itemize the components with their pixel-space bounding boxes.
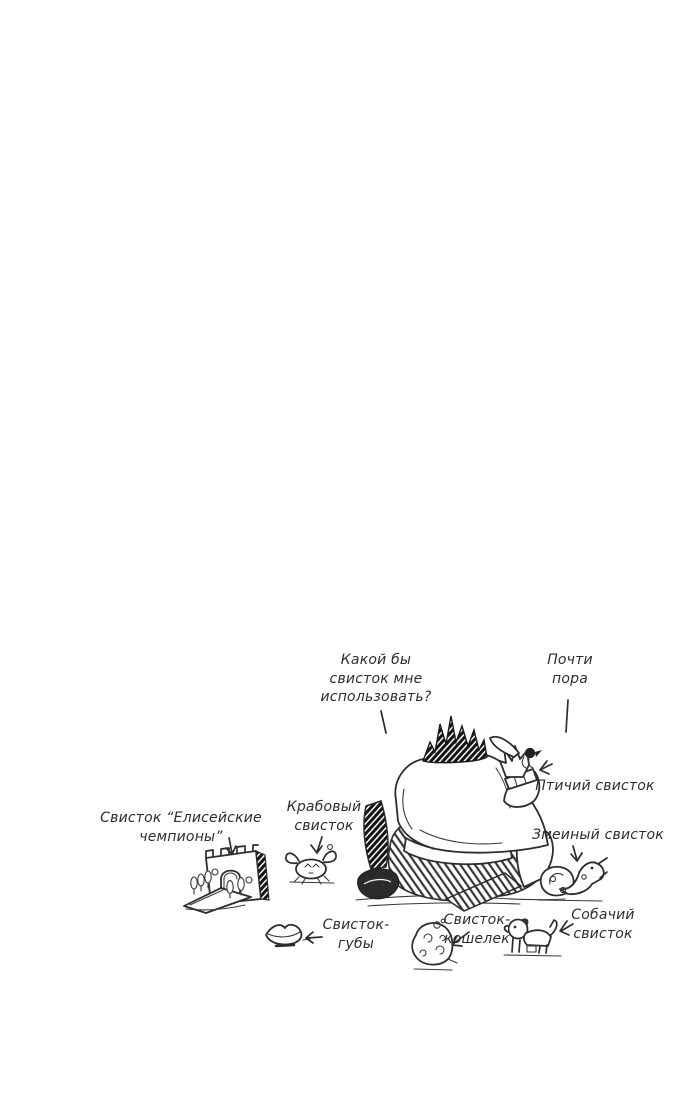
label-question — [321, 651, 432, 707]
label-line: Свисток “Елисейские — [100, 810, 262, 826]
label-purse-whistle — [444, 911, 511, 948]
label-line: Какой бы — [340, 652, 412, 668]
label-line: Собачий — [571, 907, 635, 923]
lips-drawing — [266, 925, 310, 946]
label-elysee-whistle — [100, 809, 262, 846]
label-line: использовать? — [320, 689, 432, 705]
arrow-to-crab — [311, 837, 322, 853]
crab-drawing — [286, 845, 336, 884]
label-almost-time — [547, 651, 593, 688]
label-line: Свисток- — [443, 912, 511, 928]
label-line: пора — [552, 670, 588, 687]
arrow-to-snake — [571, 846, 582, 861]
arrow-to-lips — [306, 932, 322, 943]
puppy-drawing — [504, 918, 561, 956]
label-line: свисток мне — [329, 670, 423, 687]
arrow-to-bird — [540, 761, 552, 774]
almost-time-pointer-line — [566, 700, 568, 732]
label-dog-whistle — [571, 906, 634, 943]
label-line: Змеиный свисток — [532, 827, 664, 843]
triumphal-arch-avenue-drawing — [184, 845, 269, 913]
label-line: Крабовый — [286, 799, 362, 815]
label-bird-whistle — [535, 777, 654, 796]
label-line: чемпионы” — [139, 828, 223, 845]
label-line: Птичий свисток — [535, 778, 655, 794]
label-snake-whistle — [532, 826, 664, 845]
label-line: Почти — [547, 652, 593, 668]
label-line: кошелек — [444, 930, 510, 947]
question-pointer-line — [381, 711, 386, 733]
crouching-figure-drawing — [356, 716, 565, 911]
label-lips-whistle — [323, 916, 390, 953]
label-line: Свисток- — [322, 917, 390, 933]
label-line: свисток — [573, 925, 633, 942]
label-crab-whistle — [287, 798, 362, 835]
label-line: губы — [337, 935, 375, 952]
label-line: свисток — [294, 817, 354, 834]
